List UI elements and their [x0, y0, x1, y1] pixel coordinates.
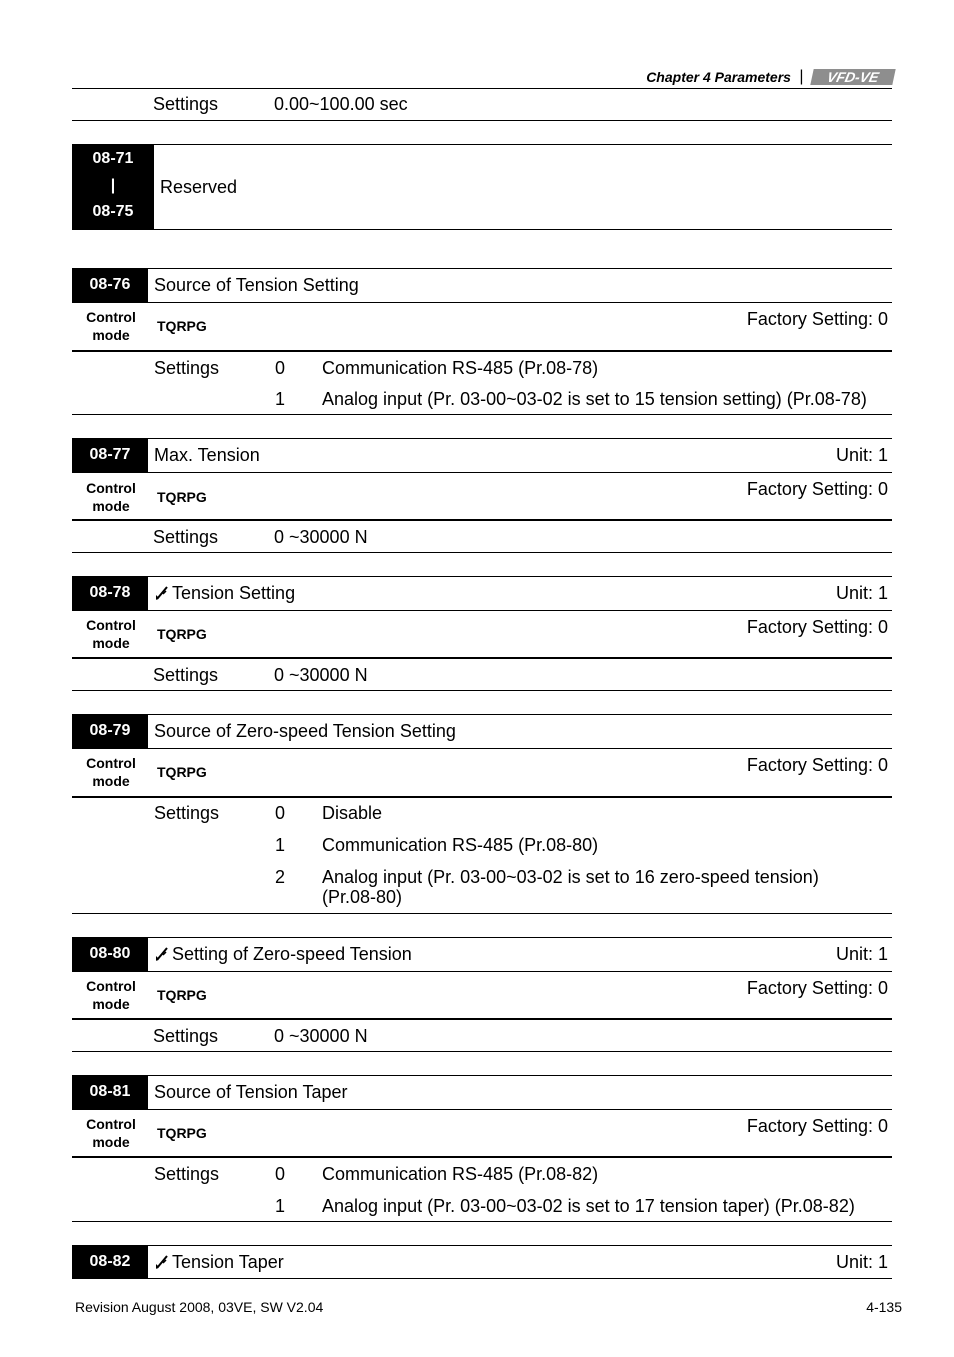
factory-setting: Factory Setting: 0 [746, 978, 888, 998]
param-title: Source of Tension Taper [154, 1082, 348, 1102]
divider [72, 472, 892, 473]
param-title: Tension Taper [172, 1252, 284, 1272]
footer-page-number: 4-135 [866, 1299, 902, 1315]
pencil-icon [154, 946, 170, 962]
param-id-start: 08-71 [92, 150, 134, 167]
divider [72, 519, 892, 521]
factory-setting: Factory Setting: 0 [746, 479, 888, 499]
option-number: 0 [275, 358, 286, 378]
settings-label: Settings [153, 665, 219, 685]
divider [72, 552, 892, 553]
param-title: Setting of Zero-speed Tension [172, 944, 412, 964]
control-mode-value: TQRPG [157, 987, 207, 1003]
control-mode-label: Control mode [86, 617, 136, 651]
option-number: 1 [275, 389, 286, 409]
param-title-row [154, 1252, 284, 1273]
vfd-ve-logo [810, 69, 895, 85]
option-number: 1 [275, 1196, 286, 1216]
settings-label: Settings [153, 1026, 219, 1046]
divider [72, 438, 892, 439]
divider [72, 690, 892, 691]
divider [72, 414, 892, 415]
divider [72, 229, 892, 230]
control-mode-label: Control mode [86, 978, 136, 1012]
divider [72, 1051, 892, 1052]
control-mode-value: TQRPG [157, 1125, 207, 1141]
param-unit: Unit: 1 [835, 445, 888, 465]
control-mode-label: Control mode [86, 1116, 136, 1150]
divider [72, 913, 892, 914]
option-text: Analog input (Pr. 03-00~03-02 is set to 16 zero-speed tension) (Pr.08-80) [322, 867, 819, 907]
header-rule [72, 88, 892, 89]
settings-label: Settings [154, 803, 220, 823]
divider [72, 1278, 892, 1279]
param-id: 08-80 [72, 937, 148, 971]
divider [72, 1075, 892, 1076]
factory-setting: Factory Setting: 0 [746, 755, 888, 775]
footer-revision: Revision August 2008, 03VE, SW V2.04 [75, 1299, 324, 1315]
reserved-label: Reserved [160, 177, 238, 197]
divider [72, 748, 892, 749]
chapter-title: Chapter 4 Parameters [646, 69, 791, 85]
option-number: 0 [275, 1164, 286, 1184]
divider [72, 1156, 892, 1158]
divider [72, 1109, 892, 1110]
divider [72, 971, 892, 972]
divider [72, 657, 892, 659]
param-title: Max. Tension [154, 445, 260, 465]
settings-value: 0 ~30000 N [274, 1026, 368, 1046]
option-text: Disable [322, 803, 383, 823]
param-unit: Unit: 1 [835, 1252, 888, 1272]
param-id: 08-79 [72, 714, 148, 748]
param-title: Source of Tension Setting [154, 275, 359, 295]
settings-value: 0 ~30000 N [274, 527, 368, 547]
page-header [646, 68, 894, 88]
param-id: 08-76 [72, 268, 148, 302]
divider [72, 144, 892, 145]
option-number: 2 [275, 867, 286, 887]
option-number: 0 [275, 803, 286, 823]
option-text: Communication RS-485 (Pr.08-78) [322, 358, 599, 378]
settings-label: Settings [154, 358, 220, 378]
divider [72, 937, 892, 938]
divider [72, 268, 892, 269]
param-id-range-bar: | [110, 177, 116, 194]
factory-setting: Factory Setting: 0 [746, 1116, 888, 1136]
divider [72, 1245, 892, 1246]
param-id: 08-77 [72, 438, 148, 472]
pencil-icon [154, 1254, 170, 1270]
settings-label: Settings [153, 527, 219, 547]
control-mode-value: TQRPG [157, 764, 207, 780]
divider [72, 350, 892, 352]
control-mode-label: Control mode [86, 755, 136, 789]
option-text: Analog input (Pr. 03-00~03-02 is set to 17 tension taper) (Pr.08-82) [322, 1196, 855, 1216]
control-mode-value: TQRPG [157, 626, 207, 642]
divider [72, 120, 892, 121]
settings-value: 0 ~30000 N [274, 665, 368, 685]
control-mode-label: Control mode [86, 480, 136, 514]
param-id: 08-82 [72, 1245, 148, 1278]
param-title: Source of Zero-speed Tension Setting [154, 721, 456, 741]
control-mode-value: TQRPG [157, 489, 207, 505]
control-mode-value: TQRPG [157, 318, 207, 334]
factory-setting: Factory Setting: 0 [746, 309, 888, 329]
option-text: Communication RS-485 (Pr.08-82) [322, 1164, 599, 1184]
divider [72, 1221, 892, 1222]
param-id-end: 08-75 [92, 203, 134, 220]
divider [72, 796, 892, 798]
param-id-reserved [72, 144, 154, 229]
settings-label: Settings [154, 1164, 220, 1184]
pencil-icon [154, 585, 170, 601]
factory-setting: Factory Setting: 0 [746, 617, 888, 637]
param-unit: Unit: 1 [835, 944, 888, 964]
divider [72, 1018, 892, 1020]
divider [72, 714, 892, 715]
option-number: 1 [275, 835, 286, 855]
divider [72, 610, 892, 611]
settings-label: Settings [153, 94, 219, 114]
option-text: Analog input (Pr. 03-00~03-02 is set to 15 tension setting) (Pr.08-78) [322, 389, 867, 409]
divider [72, 576, 892, 577]
param-id: 08-81 [72, 1075, 148, 1109]
param-unit: Unit: 1 [835, 583, 888, 603]
param-title: Tension Setting [172, 583, 296, 603]
divider [72, 302, 892, 303]
logo-text: VFD-VE [825, 69, 881, 85]
param-id: 08-78 [72, 576, 148, 610]
settings-value: 0.00~100.00 sec [274, 94, 408, 114]
control-mode-label: Control mode [86, 309, 136, 343]
header-separator: | [799, 68, 804, 85]
param-title-row [154, 944, 412, 965]
param-title-row [154, 583, 295, 604]
option-text: Communication RS-485 (Pr.08-80) [322, 835, 599, 855]
